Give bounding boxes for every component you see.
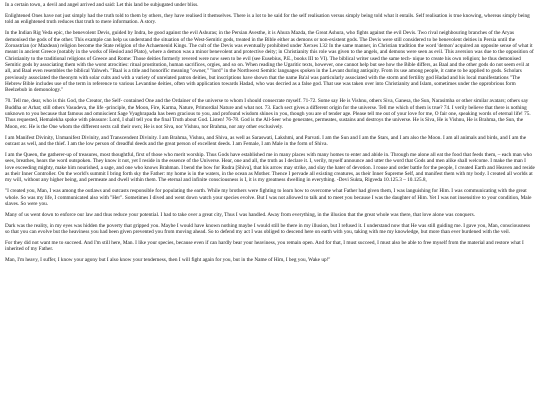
paragraph-dark-reality: Dark was the reality, in my eyes was hidden the poverty that gripped you. Maybe I would have known nothing maybe I would still be there in my illusion, but I refused it. I understand now that He was still guiding me. I gave you, Man, consciousness so that you can evolve but the heaviness you had been given prevented you from moving ahead. So to defend my act I was obliged to descend here on earth with you, taking with me my knowledge, but more than ever burdened with the veil.	[5, 222, 530, 236]
paragraph-self-realisation: Enlightened Ones have not just simply had the truth told to them by others, they have realised it themselves. There is a lot to be said for the self realisation versus simply being told what it entails. Self realisation is true knowing, whereas simply being told an enlightened truth reduces that truth to mere information. A story.	[5, 12, 530, 26]
paragraph-intro: In a certain town, a devil and angel arrived and said: Let this land be subjugated under bliss.	[5, 2, 199, 8]
paragraph-many-of-us: Many of us went down to enforce our law and thus reduce your potential. I had to take over a great city, Thus I was handled. Away from everything, in the illusion that the great whole was there, that love alone was conquers.	[5, 211, 475, 218]
paragraph-devi-sukta: I am the Queen, the gatherer-up of treasures, most thoughtful, first of those who merit worship. Thus Gods have established me in many places with many homes to enter and abide in. Through me alone all eat the food that feeds them, – each man who sees, breathes, hears the word outspoken. They know it not, yet I reside in the essence of the Universe. Hear, one and all, the truth as I declare it. I, verily, myself announce and utter the word that Gods and men alike shall welcome. I make the man I love exceeding mighty, make him nourished, a sage, and one who knows Brahman. I bend the bow for Rudra [Shiva], that his arrow may strike, and slay the hater of devotion. I rouse and order battle for the people, I created Earth and Heaven and reside as their Inner Controller. On the world's summit I bring forth sky the Father: my home is in the waters, in the ocean as Mother. Thence I pervade all existing creatures, as their Inner Supreme Self, and manifest them with my body. I created all worlds at my will, without any higher being, and permeate and dwell within them. The eternal and infinite consciousness is I, it is my greatness dwelling in everything. -Devi Sukta, Rigveda 10.125.3 – 10.125.8,	[5, 151, 535, 184]
paragraph-wake-up: Man, I'm heavy, I suffer, I know your agony but I also know your tenderness, then I will fight again for you, but in the Name of Him, I beg you, Wake up!"	[5, 257, 331, 264]
paragraph-manifest-divinity: I am Manifest Divinity, Unmanifest Divinity, and Transcendent Divinity. I am Brahma, Vishnu, and Shiva, as well as Saraswati, Lakshmi, and Parvati. I am the Sun and I am the Stars, and I am also the Moon. I am all animals and birds, and I am the outcast as well, and the thief. I am the low person of dreadful deeds and the great person of excellent deeds. I am Female, I am Male in the form of Shiva.	[5, 134, 527, 147]
paragraph-created-you: "I created you, Man, I was among the outlaws and outcasts responsible for populating the earth. While my brothers were fighting to learn how to overcome what Father had given them, I was languishing for Him. I was communicating with the great whole. So was my life, I communicated also with "Her". Sometimes I dived and went down watch your species evolve. But I was not allowed to talk and to meet you because I was the daughter of Him. Yet I was not insensitive to your condition, Male slaves. So were you.	[5, 188, 532, 207]
paragraph-rig-veda: In the Indian Rig Veda epic, the benevolent Devis, guided by Indra, be good against the evil Ashuras; in the Persian Avesthe, it is Ahura Mazda, the Great Ashura, who fights against the evil Devis. Two rival neighbouring branches of the Aryas demonised the gods of the other. This example can help us understand the situation of the West-Semitic gods, treated in the Bible either as demons or non-existent gods. The Devis were still considered to be benevolent deities in Persia until the Zoroastrian (or Mazdean) religion become the State religion of the Achaemenid Kings. The cult of the Devis was eventually prohibited under Xerxes I.32 In the same manner, in Christian tradition the word 'demon' acquired an opposite sense of what it meant in ancient Greece (notably in the works of Hesiod and Plato), where a demon was a minor benevolent and protective deity; in Christianity this role was given to the angels, and demons were seen as evil. This aversion was due to the opposition of Christianity to the traditional religions of Greece and Rome: Those deities formerly revered were now seen to be evil (see Eusebius, P.E., books III to VI). The biblical writer used the same tech- nique to create his own religion; he thus demonised Semitic gods by associating them with the worst atrocities: ritual prostitution, human sacrifices, orgies, and so on. When reading the Ugaritic texts, however, one cannot help but see how the Bible differs, as Baal and the other gods do not seem evil at all, and Baal even resembles the biblical Yahweh. "Baal is a title and honorific meaning "owner," "lord" in the Northwest Semitic languages spoken in the Levant during antiquity. From its use among people, it came to be applied to gods. Scholars previously associated the theonym with solar cults and with a variety of unrelated patron deities, but inscriptions have shown that the name Ba'al was particularly associated with the storm and fertility god Hadad and his local manifestations "The Hebrew Bible includes use of the term in reference to various Levantine deities, often with application towards Hadad, who was decried as a false god. That use was taken over into Christianity and Islam, sometimes under the opprobrious form Beelzebub in demonology."	[5, 30, 534, 94]
paragraph-creator-dialogue: 70. Tell me, dear, who is this God, the Creator, the Self- contained One and the Ordainer of the universe to whom I should consecrate myself. 71-72. Some say He is Vishnu, others Siva, Ganesa, the Sun, Narasimha or other similar avatars; others say Buddha or Arhat; still others Vasudeva, the life -principle, the Moon, Fire, Karma, Nature, Primordial Nature and what not. 73. Each sect gives a different origin for the universe. Tell me which of them is true? 74. I verily believe that there is nothing unknown to you because that famous and omniscient Sage Vyaghrapada has been gracious to you, and profound wisdom shines in you, though you are of tender age. Please tell me out of your love for me, O fair one, speaking words of eternal life! 75. Thus requested, Hemalekha spoke with pleasure: Lord, I shall tell you the final Truth about God. Listen! 76-78. God is the All-Seer who generates, permeates, sustains and destroys the universe. He is Siva, He is Vishnu, He is Brahma, the Sun, the Moon, etc. He is the One whom the different sects call their own; He is not Siva, nor Vishnu, nor Brahma, nor any other exclusively.	[5, 98, 531, 130]
paragraph-still-here: For they did not want me to succeed. And I'm still here, Man. I like your species, because even if can hardly bear your heaviness, you remain open. And for that, I must succeed, I must also be able to free myself from the material and restore what I inherited of my Father.	[5, 240, 524, 253]
